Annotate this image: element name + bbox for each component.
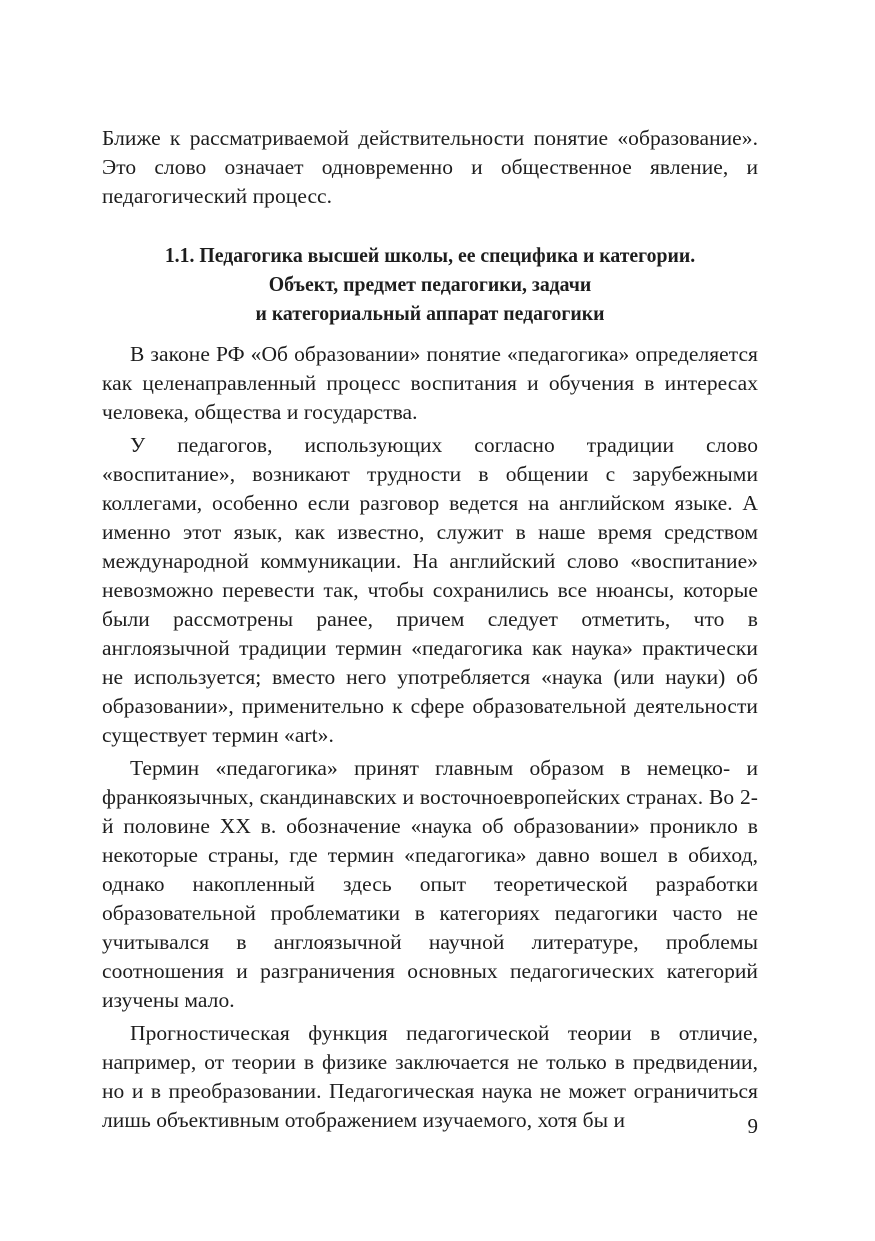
section-heading bbox=[102, 241, 758, 328]
body-text bbox=[102, 340, 758, 1135]
intro-block bbox=[102, 124, 758, 211]
intro-paragraph: Ближе к рассматриваемой действительности понятие «образование». Это слово означает одновременно и общественное явление, и педагогический процесс. bbox=[102, 126, 758, 208]
section-heading-line-3: и категориальный аппарат педагогики bbox=[255, 301, 605, 325]
body-paragraph-2: У педагогов, использующих согласно традиции слово «воспитание», возникают трудности в общении с зарубежными коллегами, особенно если разговор ведется на английском языке. А именно этот язык, как известно, служит в наше время средством международной коммуникации. На английский слово «воспитание» невозможно перевести так, чтобы сохранились все нюансы, которые были рассмотрены ранее, причем следует отметить, что в англоязычной традиции термин «педагогика как наука» практически не используется; вместо него употребляется «наука (или науки) об образовании», применительно к сфере образовательной деятельности существует термин «art». bbox=[102, 433, 758, 747]
section-heading-line-1: 1.1. Педагогика высшей школы, ее специфика и категории. bbox=[164, 243, 696, 267]
body-paragraph-1: В законе РФ «Об образовании» понятие «педагогика» определяется как целенаправленный процесс воспитания и обучения в интересах человека, общества и государства. bbox=[102, 342, 758, 424]
body-paragraph-4: Прогностическая функция педагогической теории в отличие, например, от теории в физике заключается не только в предвидении, но и в преобразовании. Педагогическая наука не может ограничиться лишь объективным отображением изучаемого, хотя бы и bbox=[102, 1021, 758, 1132]
section-heading-line-2: Объект, предмет педагогики, задачи bbox=[268, 272, 592, 296]
body-paragraph-3: Термин «педагогика» принят главным образом в немецко- и франкоязычных, скандинавских и восточноевропейских странах. Во 2-й половине XX в. обозначение «наука об образовании» проникло в некоторые страны, где термин «педагогика» давно вошел в обиход, однако накопленный здесь опыт теоретической разработки образовательной проблематики в категориях педагогики часто не учитывался в англоязычной научной литературе, проблемы соотношения и разграничения основных педагогических категорий изучены мало. bbox=[102, 756, 758, 1012]
page-number: 9 bbox=[747, 1114, 758, 1138]
